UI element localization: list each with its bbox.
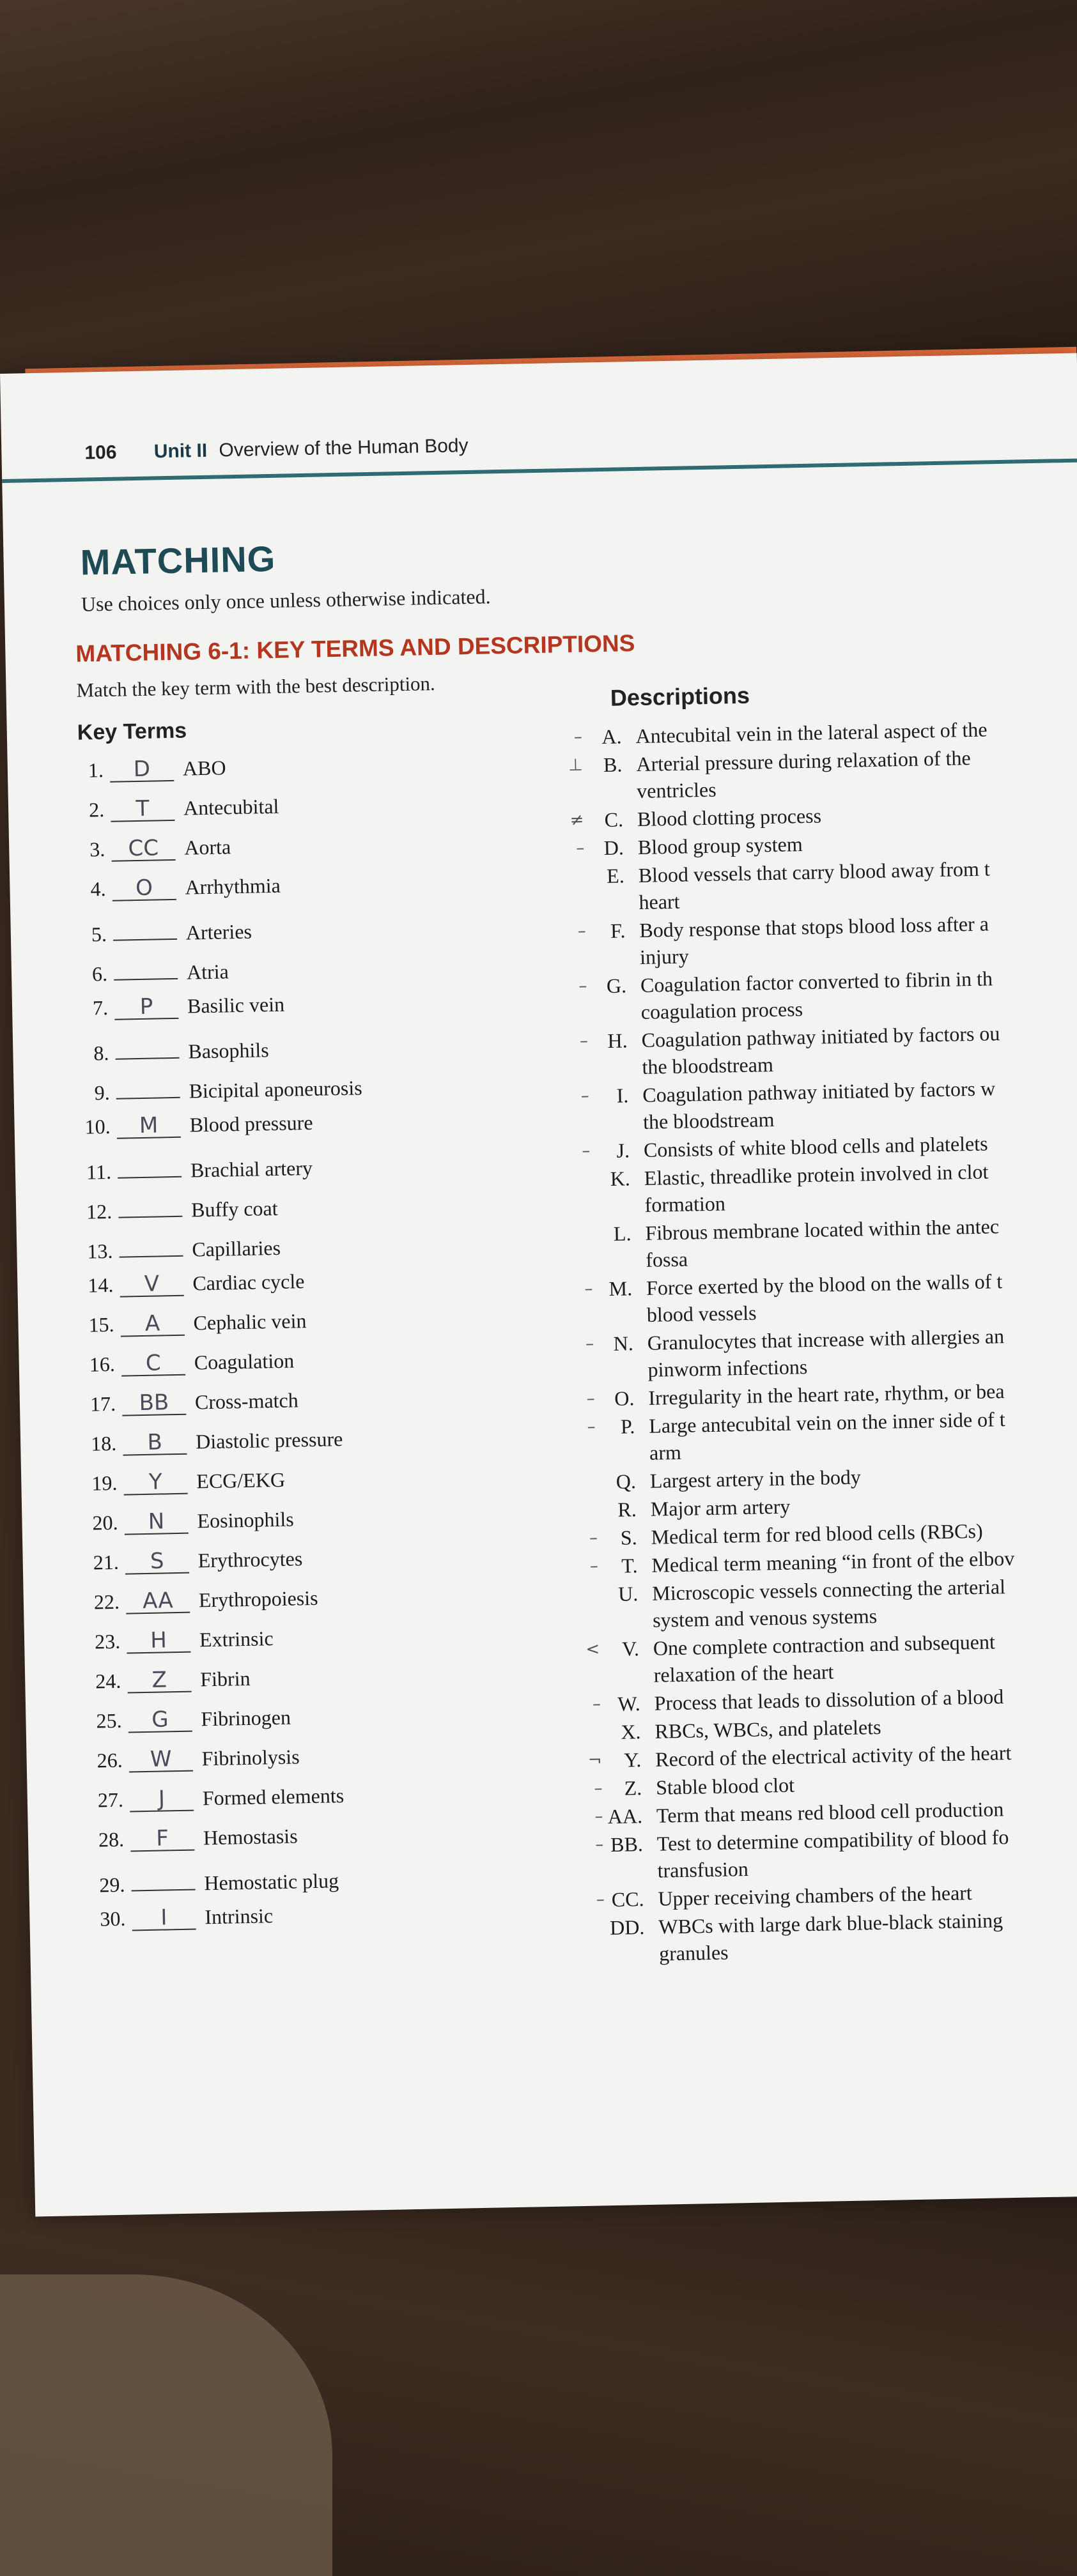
term-number: 26. <box>97 1748 123 1772</box>
description-letter: DD. <box>609 1915 645 1940</box>
pencil-tick-mark: – <box>580 1086 589 1106</box>
description-text <box>644 1156 1077 1218</box>
description-line-1: Force exerted by the blood on the walls of t <box>646 1269 1003 1300</box>
description-line-2: granules <box>658 1940 729 1965</box>
description-row <box>557 742 1077 806</box>
description-text <box>653 1626 1077 1688</box>
term-label: Formed elements <box>202 1784 345 1810</box>
description-line-1: Largest artery in the body <box>649 1465 862 1492</box>
description-letter: Y. <box>623 1748 642 1772</box>
answer-blank[interactable]: O <box>112 876 176 901</box>
term-number: 22. <box>93 1590 120 1614</box>
unit-label: Unit II <box>153 440 208 463</box>
term-number: 11. <box>86 1160 112 1184</box>
term-number: 13. <box>87 1239 113 1263</box>
unit-title: Overview of the Human Body <box>219 434 469 461</box>
term-label: Intrinsic <box>205 1904 274 1929</box>
pencil-tick-mark: – <box>594 1807 603 1827</box>
term-label: Arrhythmia <box>185 873 281 899</box>
description-row <box>569 1404 1077 1468</box>
key-terms-list <box>52 749 587 1947</box>
term-label: Brachial artery <box>190 1156 313 1182</box>
term-number: 29. <box>99 1873 125 1897</box>
answer-blank[interactable]: Z <box>127 1668 192 1694</box>
descriptions-heading: Descriptions <box>610 682 750 711</box>
answer-blank[interactable]: H <box>127 1629 191 1654</box>
section-instruction: Use choices only once unless otherwise indicated. <box>81 585 491 616</box>
description-text <box>639 908 1077 970</box>
term-label: ECG/EKG <box>196 1468 286 1493</box>
description-row <box>559 854 1077 917</box>
pencil-tick-mark: – <box>577 921 587 941</box>
term-number: 24. <box>95 1669 121 1693</box>
description-row <box>574 1626 1077 1690</box>
description-letter: M. <box>608 1276 633 1300</box>
answer-blank[interactable]: B <box>123 1430 187 1456</box>
background-fabric-top <box>0 0 1077 383</box>
term-number: 15. <box>88 1312 114 1337</box>
section-title: MATCHING <box>80 538 276 583</box>
answer-blank[interactable]: V <box>120 1272 184 1298</box>
answer-blank[interactable]: W <box>128 1747 193 1773</box>
page-number: 106 <box>84 441 117 464</box>
description-letter: O. <box>614 1386 635 1410</box>
term-label: Cardiac cycle <box>192 1269 305 1295</box>
description-line-2: relaxation of the heart <box>653 1660 834 1687</box>
description-letter: R. <box>617 1498 637 1521</box>
pencil-tick-mark: – <box>594 1779 603 1798</box>
pencil-tick-mark: – <box>578 976 587 996</box>
description-row <box>563 1073 1077 1137</box>
description-line-1: Granulocytes that increase with allergies an <box>647 1324 1005 1354</box>
description-letter: Q. <box>616 1469 637 1493</box>
pencil-tick-mark: – <box>579 1031 589 1051</box>
description-letter: H. <box>607 1029 628 1052</box>
description-line-2: system and venous systems <box>652 1604 878 1632</box>
description-line-1: Large antecubital vein on the inner side of t <box>648 1407 1005 1438</box>
description-line-1: Major arm artery <box>650 1494 791 1521</box>
term-label: Extrinsic <box>199 1627 274 1652</box>
term-number: 27. <box>97 1788 124 1812</box>
description-text <box>658 1905 1077 1966</box>
workbook-page <box>0 353 1077 2217</box>
answer-blank[interactable] <box>119 1232 183 1258</box>
term-label: Hemostatic plug <box>204 1869 339 1895</box>
description-line-1: Blood group system <box>637 832 803 859</box>
description-letter: P. <box>620 1414 635 1438</box>
description-letter: S. <box>620 1526 637 1549</box>
description-text <box>656 1821 1077 1883</box>
term-label: Blood pressure <box>189 1110 313 1137</box>
pencil-tick-mark: – <box>585 1334 594 1354</box>
term-label: Arteries <box>185 919 252 944</box>
description-row <box>566 1211 1077 1275</box>
pencil-tick-mark <box>571 1496 597 1497</box>
description-line-1: Antecubital vein in the lateral aspect of the <box>635 717 988 748</box>
answer-blank[interactable] <box>116 1074 180 1100</box>
term-number: 19. <box>91 1471 118 1495</box>
term-label: Diastolic pressure <box>195 1427 343 1453</box>
description-letter: C. <box>604 808 624 831</box>
description-line-1: Coagulation pathway initiated by factors w <box>642 1077 996 1107</box>
term-label: Erythropoiesis <box>198 1586 318 1612</box>
term-number: 4. <box>90 877 106 901</box>
answer-blank[interactable]: N <box>124 1510 189 1535</box>
description-line-2: heart <box>639 889 680 914</box>
term-number: 8. <box>93 1041 109 1065</box>
description-line-1: Fibrous membrane located within the antec <box>645 1215 1000 1245</box>
description-row <box>568 1321 1077 1384</box>
term-number: 28. <box>98 1827 125 1851</box>
description-line-2: ventricles <box>636 778 717 802</box>
description-letter: L. <box>613 1222 631 1245</box>
pencil-tick-mark: – <box>573 727 583 747</box>
pencil-tick-mark <box>565 1165 591 1166</box>
description-line-1: Stable blood clot <box>655 1773 795 1799</box>
term-number: 12. <box>86 1199 112 1223</box>
answer-blank[interactable] <box>112 916 177 941</box>
description-line-1: Irregularity in the heart rate, rhythm, or bea <box>648 1379 1005 1409</box>
description-line-1: Body response that stops blood loss after a <box>639 912 989 942</box>
description-row <box>573 1571 1077 1635</box>
description-letter: N. <box>613 1331 634 1355</box>
description-text <box>638 854 1077 916</box>
description-letter: V. <box>621 1637 640 1660</box>
description-line-1: Elastic, threadlike protein involved in clot <box>644 1160 989 1190</box>
answer-blank[interactable]: C <box>121 1351 185 1377</box>
pencil-tick-mark: ¬ <box>587 1751 602 1770</box>
description-line-1: Test to determine compatibility of blood fo <box>656 1825 1009 1855</box>
description-letter: U. <box>617 1582 639 1606</box>
description-text <box>652 1571 1077 1633</box>
answer-blank[interactable] <box>114 955 178 981</box>
answer-blank[interactable]: I <box>132 1906 196 1931</box>
pencil-tick-mark: ⊥ <box>568 755 584 776</box>
description-line-1: WBCs with large dark blue-black staining <box>658 1908 1003 1938</box>
pencil-tick-mark: – <box>589 1528 598 1548</box>
term-number: 1. <box>88 758 104 782</box>
description-line-1: One complete contraction and subsequent <box>653 1630 996 1660</box>
description-line-1: Upper receiving chambers of the heart <box>658 1881 973 1910</box>
description-text <box>646 1266 1077 1328</box>
pencil-tick-mark <box>566 1220 592 1221</box>
pencil-tick-mark: – <box>582 1141 591 1161</box>
description-line-2: pinworm infections <box>647 1355 808 1381</box>
description-letter: CC. <box>611 1887 644 1912</box>
description-letter: F. <box>610 919 626 942</box>
description-line-1: Medical term meaning “in front of the elbov <box>651 1546 1015 1577</box>
description-line-2: injury <box>639 944 689 969</box>
description-letter: A. <box>601 724 622 749</box>
term-label: Bicipital aponeurosis <box>189 1076 362 1103</box>
term-label: Hemostasis <box>203 1824 298 1850</box>
description-line-2: blood vessels <box>646 1301 757 1326</box>
answer-blank[interactable]: T <box>111 797 175 822</box>
description-letter: D. <box>603 836 624 859</box>
term-label: Cross-match <box>194 1388 299 1414</box>
term-number: 14. <box>88 1273 114 1297</box>
description-line-1: Blood clotting process <box>637 804 822 831</box>
term-label: Fibrin <box>199 1666 251 1691</box>
pencil-tick-mark <box>571 1468 596 1469</box>
description-letter: X. <box>621 1720 641 1744</box>
term-label: Cephalic vein <box>193 1309 307 1335</box>
description-letter: W. <box>617 1692 640 1715</box>
exercise-title: MATCHING 6-1: KEY TERMS AND DESCRIPTIONS <box>75 630 635 667</box>
description-letter: J. <box>616 1138 630 1162</box>
description-line-1: Arterial pressure during relaxation of the <box>636 746 972 776</box>
term-number: 23. <box>94 1629 121 1653</box>
description-line-1: Record of the electrical activity of the heart <box>655 1741 1012 1771</box>
description-line-2: the bloodstream <box>642 1052 774 1078</box>
term-label: ABO <box>182 756 226 780</box>
term-number: 9. <box>94 1080 110 1105</box>
description-text <box>649 1404 1077 1466</box>
term-number: 3. <box>89 837 105 861</box>
answer-blank[interactable]: S <box>125 1549 189 1575</box>
description-letter: E. <box>606 864 625 887</box>
term-number: 5. <box>91 922 107 946</box>
description-line-2: arm <box>649 1440 682 1464</box>
answer-blank[interactable]: D <box>110 757 174 783</box>
description-text <box>645 1211 1077 1273</box>
pencil-tick-mark <box>579 1914 605 1915</box>
description-row <box>561 908 1077 972</box>
description-row <box>578 1821 1077 1885</box>
answer-blank[interactable]: BB <box>122 1391 187 1416</box>
term-label: Basophils <box>188 1038 269 1063</box>
answer-blank[interactable] <box>115 1034 180 1060</box>
description-row <box>562 1018 1077 1082</box>
description-line-1: Consists of white blood cells and platelets <box>643 1131 988 1162</box>
term-number: 17. <box>89 1392 116 1416</box>
answer-blank[interactable] <box>118 1193 183 1218</box>
term-label: Coagulation <box>194 1349 295 1374</box>
description-line-1: Process that leads to dissolution of a blood <box>654 1685 1004 1715</box>
answer-blank[interactable]: G <box>128 1708 192 1733</box>
answer-blank[interactable]: P <box>114 995 179 1020</box>
description-text <box>641 1018 1077 1080</box>
term-label: Fibrinogen <box>201 1705 291 1731</box>
description-line-1: RBCs, WBCs, and platelets <box>655 1715 881 1743</box>
description-letter: BB. <box>610 1832 644 1857</box>
answer-blank[interactable]: A <box>120 1312 185 1337</box>
term-label: Aorta <box>183 835 231 859</box>
term-label: Antecubital <box>183 794 279 820</box>
description-letter: T. <box>621 1554 638 1577</box>
description-line-2: fossa <box>645 1247 688 1271</box>
description-text <box>636 742 1077 804</box>
pencil-tick-mark: – <box>575 838 585 858</box>
pencil-tick-mark: – <box>587 1417 596 1437</box>
description-letter: Z. <box>624 1776 642 1800</box>
description-letter: AA. <box>607 1804 643 1828</box>
term-label: Fibrinolysis <box>201 1745 300 1770</box>
description-line-2: the bloodstream <box>642 1107 775 1133</box>
term-label: Eosinophils <box>197 1507 294 1533</box>
description-text <box>642 1073 1077 1135</box>
description-line-2: transfusion <box>657 1857 749 1882</box>
answer-blank[interactable] <box>117 1153 182 1179</box>
pencil-tick-mark: – <box>589 1556 599 1576</box>
term-number: 6. <box>91 962 108 986</box>
term-number: 10. <box>84 1114 111 1138</box>
answer-blank[interactable]: F <box>130 1827 195 1852</box>
key-terms-heading: Key Terms <box>77 718 187 745</box>
description-letter: G. <box>606 974 627 997</box>
term-number: 7. <box>92 995 109 1020</box>
term-label: Buffy coat <box>190 1196 278 1222</box>
exercise-instruction: Match the key term with the best description. <box>76 672 436 702</box>
description-row <box>579 1905 1077 1968</box>
description-line-1: Coagulation factor converted to fibrin in th <box>640 967 993 997</box>
term-number: 21. <box>93 1550 120 1574</box>
description-line-2: formation <box>644 1192 726 1216</box>
description-letter: I. <box>616 1084 629 1107</box>
description-row <box>561 963 1077 1027</box>
pencil-tick-mark: – <box>594 1835 604 1855</box>
description-row <box>567 1266 1077 1330</box>
pencil-tick-mark: – <box>596 1890 605 1910</box>
running-head <box>84 435 469 464</box>
description-letter: K. <box>610 1167 631 1190</box>
description-letter: B. <box>603 753 623 776</box>
pencil-tick-mark: – <box>584 1279 593 1299</box>
term-label: Capillaries <box>192 1236 281 1261</box>
term-number: 30. <box>100 1906 126 1931</box>
pencil-tick-mark: ≠ <box>569 810 584 831</box>
term-label: Erythrocytes <box>198 1547 303 1572</box>
term-number: 25. <box>96 1708 122 1733</box>
term-number: 2. <box>88 797 105 822</box>
description-line-2: coagulation process <box>640 997 803 1023</box>
pencil-tick-mark: – <box>592 1694 601 1714</box>
pencil-tick-mark: < <box>585 1639 600 1659</box>
answer-blank[interactable]: J <box>130 1787 194 1813</box>
descriptions-list <box>557 714 1077 1970</box>
term-label: Atria <box>186 960 229 984</box>
term-label: Basilic vein <box>187 992 285 1018</box>
description-line-1: Coagulation pathway initiated by factors ou <box>641 1022 1000 1052</box>
answer-blank[interactable]: Y <box>123 1470 188 1496</box>
answer-blank[interactable]: AA <box>126 1589 190 1614</box>
description-text <box>647 1321 1077 1383</box>
pencil-tick-mark: – <box>586 1389 596 1409</box>
term-number: 18. <box>90 1431 117 1455</box>
answer-blank[interactable] <box>131 1866 196 1892</box>
answer-blank[interactable]: CC <box>111 836 176 862</box>
description-text <box>640 963 1077 1025</box>
answer-blank[interactable]: M <box>116 1114 181 1139</box>
description-line-1: Blood vessels that carry blood away from t <box>638 857 991 887</box>
description-line-1: Medical term for red blood cells (RBCs) <box>651 1519 983 1549</box>
description-line-1: Microscopic vessels connecting the arterial <box>651 1575 1006 1605</box>
description-row <box>565 1156 1077 1220</box>
pencil-tick-mark <box>559 863 585 864</box>
term-number: 16. <box>89 1352 116 1376</box>
term-number: 20. <box>92 1510 118 1535</box>
description-line-1: Term that means red blood cell production <box>656 1797 1004 1827</box>
